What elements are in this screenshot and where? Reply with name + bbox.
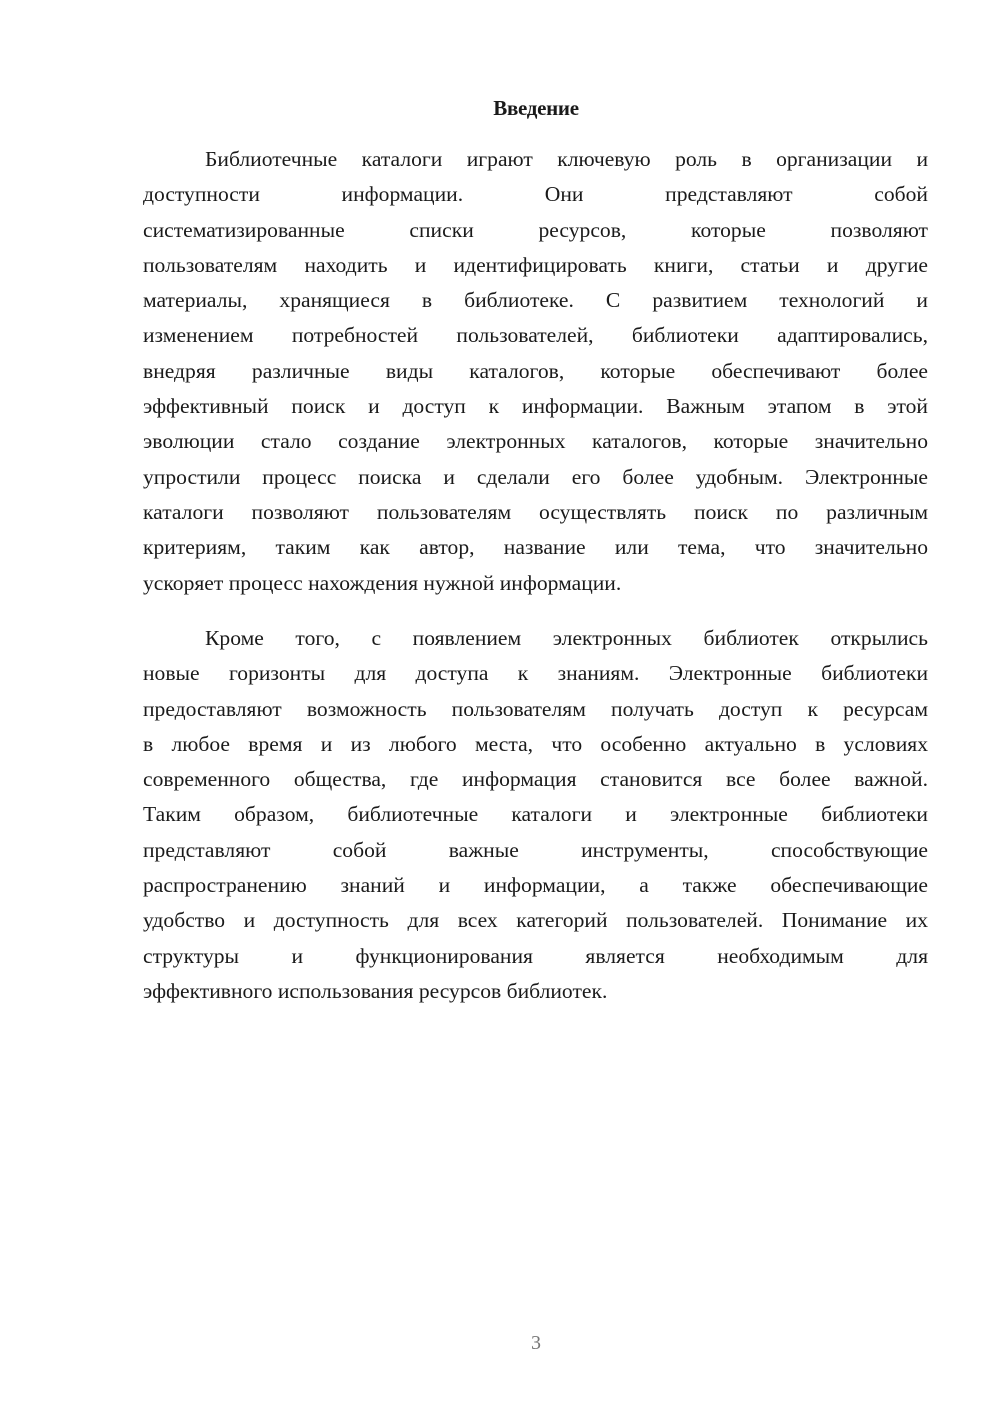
text-line: пользователям находить и идентифицировать книги, статьи и другие [143, 252, 928, 277]
text-line: распространению знаний и информации, а также обеспечивающие [143, 873, 928, 898]
text-line: эффективный поиск и доступ к информации. Важным этапом в этой [143, 394, 928, 419]
text-line: представляют собой важные инструменты, способствующие [143, 837, 928, 862]
text-line: изменением потребностей пользователей, библиотеки адаптировались, [143, 323, 928, 348]
section-title: Введение [493, 96, 579, 120]
text-line: систематизированные списки ресурсов, которые позволяют [143, 217, 928, 242]
text-line: доступности информации. Они представляют собой [143, 182, 928, 207]
text-line: в любое время и из любого места, что особенно актуально в условиях [143, 731, 928, 756]
paragraph-2 [143, 621, 928, 1009]
text-line: каталоги позволяют пользователям осуществлять поиск по различным [143, 499, 928, 524]
paragraph-1 [143, 142, 928, 601]
text-line: Кроме того, с появлением электронных библиотек открылись [205, 626, 928, 650]
text-line: удобство и доступность для всех категорий пользователей. Понимание их [143, 908, 928, 933]
text-line: критериям, таким как автор, название или тема, что значительно [143, 535, 928, 560]
text-line: эволюции стало создание электронных каталогов, которые значительно [143, 429, 928, 454]
text-line: предоставляют возможность пользователям получать доступ к ресурсам [143, 696, 928, 721]
text-line: эффективного использования ресурсов библиотек. [143, 978, 608, 1003]
text-line: современного общества, где информация становится все более важной. [143, 767, 928, 792]
text-line: Библиотечные каталоги играют ключевую роль в организации и [205, 147, 928, 171]
text-line: материалы, хранящиеся в библиотеке. С развитием технологий и [143, 288, 928, 313]
text-line: внедряя различные виды каталогов, которые обеспечивают более [143, 358, 928, 383]
text-line: ускоряет процесс нахождения нужной информации. [143, 570, 622, 595]
text-line: упростили процесс поиска и сделали его более удобным. Электронные [143, 464, 928, 489]
text-line: структуры и функционирования является необходимым для [143, 943, 928, 968]
text-line: новые горизонты для доступа к знаниям. Электронные библиотеки [143, 661, 928, 686]
text-line: Таким образом, библиотечные каталоги и электронные библиотеки [143, 802, 928, 827]
page-number: 3 [531, 1332, 541, 1354]
